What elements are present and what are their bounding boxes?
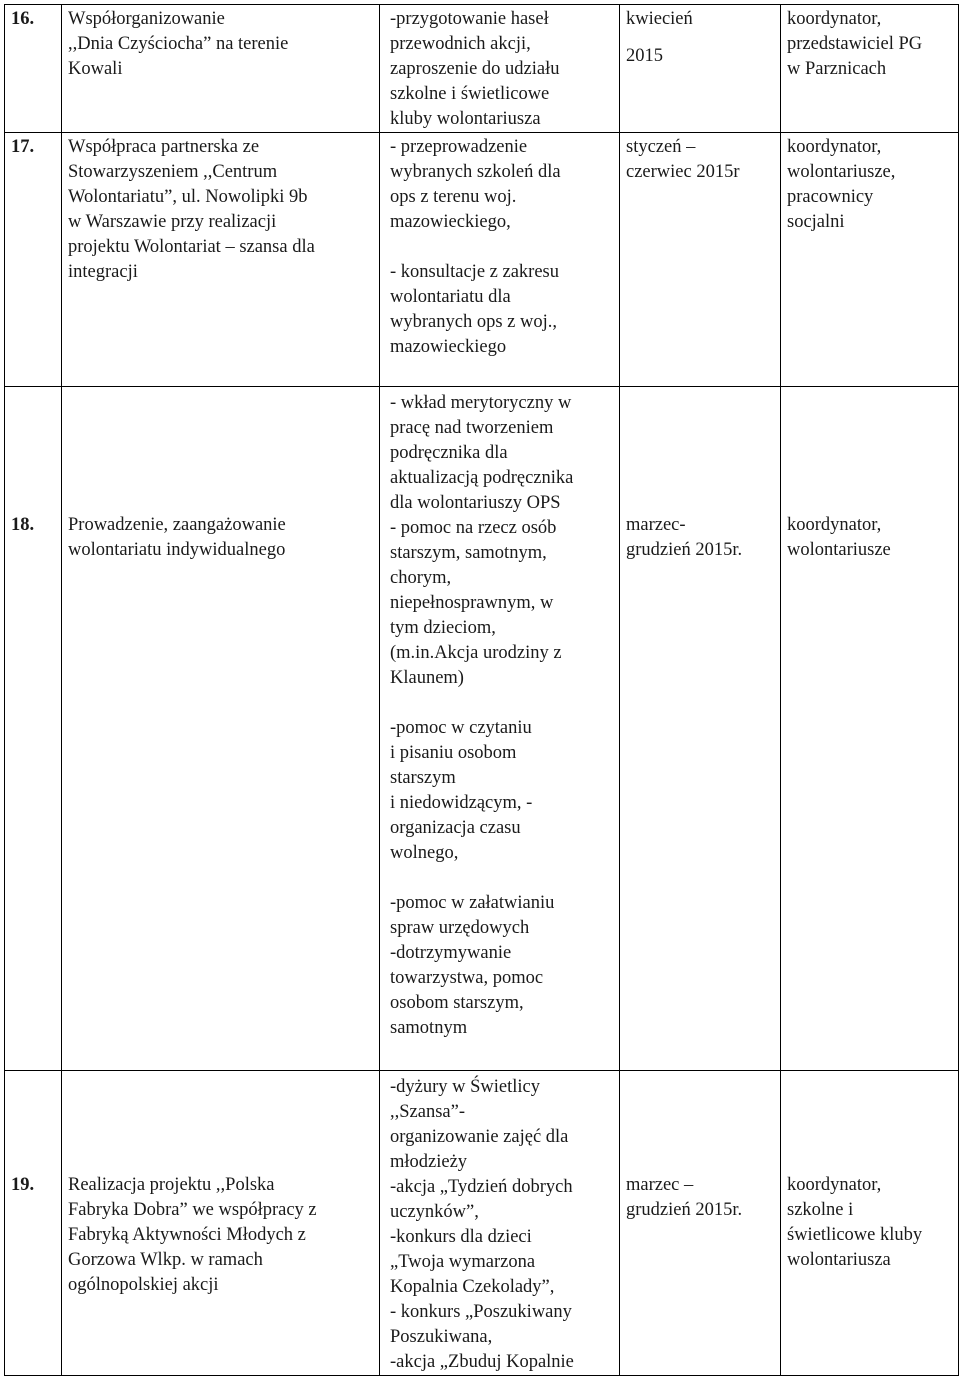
table-row xyxy=(5,1071,959,1376)
responsible-line: koordynator, xyxy=(787,137,882,157)
task-line: Wolontariatu”, ul. Nowolipki 9b xyxy=(68,187,308,207)
date-line: grudzień 2015r. xyxy=(626,540,743,560)
activity-line: spraw urzędowych xyxy=(390,918,530,938)
row-number-text: 18. xyxy=(11,515,35,535)
date-line: marzec – xyxy=(626,1175,694,1195)
activity-line: kluby wolontariusza xyxy=(390,109,541,129)
activity-line: Kopalnia Czekolady”, xyxy=(390,1277,555,1297)
activity-line: i pisaniu osobom xyxy=(390,743,517,763)
date-cell xyxy=(620,387,781,1071)
activity-line: starszym xyxy=(390,768,456,788)
activity-line: Klaunem) xyxy=(390,668,464,688)
activity-line: samotnym xyxy=(390,1018,468,1038)
task-line: Realizacja projektu ,,Polska xyxy=(68,1175,275,1195)
responsible-line: pracownicy xyxy=(787,187,874,207)
task-line: Gorzowa Wlkp. w ramach xyxy=(68,1250,263,1270)
activity-line: ops z terenu woj. xyxy=(390,187,517,207)
responsible-cell xyxy=(781,133,959,387)
date-line: czerwiec 2015r xyxy=(626,162,740,182)
task-line: integracji xyxy=(68,262,138,282)
task-line: Współorganizowanie xyxy=(68,9,225,29)
activity-line: -konkurs dla dzieci xyxy=(390,1227,532,1247)
task-line: Prowadzenie, zaangażowanie xyxy=(68,515,286,535)
activity-line: chorym, xyxy=(390,568,452,588)
activity-line: zaproszenie do udziału xyxy=(390,59,560,79)
responsible-line: wolontariusze, xyxy=(787,162,896,182)
activity-line: wolnego, xyxy=(390,843,459,863)
task-cell xyxy=(62,133,380,387)
responsible-cell xyxy=(781,1071,959,1376)
activity-line: dla wolontariuszy OPS xyxy=(390,493,561,513)
activity-line: -przygotowanie haseł xyxy=(390,9,549,29)
date-cell xyxy=(620,1071,781,1376)
responsible-line: koordynator, xyxy=(787,1175,882,1195)
responsible-cell xyxy=(781,5,959,133)
activity-line: -pomoc w czytaniu xyxy=(390,718,532,738)
activity-line: organizacja czasu xyxy=(390,818,521,838)
activities-cell xyxy=(380,133,620,387)
responsible-line: świetlicowe kluby xyxy=(787,1225,923,1245)
activity-line: mazowieckiego, xyxy=(390,212,511,232)
activity-line: wolontariatu dla xyxy=(390,287,511,307)
activity-line: - wkład merytoryczny w xyxy=(390,393,572,413)
activity-line: tym dzieciom, xyxy=(390,618,496,638)
activity-line: niepełnosprawnym, w xyxy=(390,593,554,613)
activity-line: mazowieckiego xyxy=(390,337,507,357)
activities-table xyxy=(4,4,959,1376)
row-number xyxy=(5,1071,62,1376)
responsible-line: w Parznicach xyxy=(787,59,887,79)
activity-line: - konsultacje z zakresu xyxy=(390,262,559,282)
activity-line: ,,Szansa”- xyxy=(390,1102,465,1122)
activity-line: Poszukiwana, xyxy=(390,1327,493,1347)
row-number-text: 19. xyxy=(11,1175,35,1195)
task-line: Współpraca partnerska ze xyxy=(68,137,260,157)
activity-line: osobom starszym, xyxy=(390,993,524,1013)
activity-line: przewodnich akcji, xyxy=(390,34,531,54)
responsible-line: koordynator, xyxy=(787,515,882,535)
task-cell xyxy=(62,5,380,133)
date-line: styczeń – xyxy=(626,137,696,157)
task-cell xyxy=(62,1071,380,1376)
task-line: projektu Wolontariat – szansa dla xyxy=(68,237,315,257)
responsible-cell xyxy=(781,387,959,1071)
activity-line: szkolne i świetlicowe xyxy=(390,84,550,104)
row-number xyxy=(5,387,62,1071)
activity-line: - konkurs „Poszukiwany xyxy=(390,1302,572,1322)
responsible-line: szkolne i xyxy=(787,1200,854,1220)
date-cell xyxy=(620,133,781,387)
table-row xyxy=(5,133,959,387)
date-line: marzec- xyxy=(626,515,686,535)
task-line: Fabryką Aktywności Młodych z xyxy=(68,1225,306,1245)
activity-line: -pomoc w załatwianiu xyxy=(390,893,555,913)
activity-line: starszym, samotnym, xyxy=(390,543,547,563)
activity-line: i niedowidzącym, - xyxy=(390,793,533,813)
activity-line: -akcja „Tydzień dobrych xyxy=(390,1177,573,1197)
responsible-line: wolontariusze xyxy=(787,540,891,560)
activity-line: wybranych ops z woj., xyxy=(390,312,557,332)
activity-line: wybranych szkoleń dla xyxy=(390,162,561,182)
task-cell xyxy=(62,387,380,1071)
activity-line: podręcznika dla xyxy=(390,443,508,463)
activities-cell xyxy=(380,1071,620,1376)
date-line: kwiecień xyxy=(626,9,693,29)
task-line: ,,Dnia Czyściocha” na terenie xyxy=(68,34,289,54)
activity-line: -dotrzymywanie xyxy=(390,943,512,963)
activity-line: (m.in.Akcja urodziny z xyxy=(390,643,562,663)
responsible-line: koordynator, xyxy=(787,9,882,29)
date-cell xyxy=(620,5,781,133)
activity-line: aktualizacją podręcznika xyxy=(390,468,574,488)
task-line: Fabryka Dobra” we współpracy z xyxy=(68,1200,317,1220)
row-number: 16. xyxy=(5,5,62,133)
task-line: wolontariatu indywidualnego xyxy=(68,540,286,560)
date-line: grudzień 2015r. xyxy=(626,1200,743,1220)
task-line: Stowarzyszeniem ,,Centrum xyxy=(68,162,278,182)
activity-line: młodzieży xyxy=(390,1152,468,1172)
task-line: w Warszawie przy realizacji xyxy=(68,212,277,232)
activity-line: -dyżury w Świetlicy xyxy=(390,1077,541,1097)
activities-cell xyxy=(380,387,620,1071)
activity-line: - pomoc na rzecz osób xyxy=(390,518,557,538)
responsible-line: wolontariusza xyxy=(787,1250,891,1270)
task-line: ogólnopolskiej akcji xyxy=(68,1275,219,1295)
activity-line: towarzystwa, pomoc xyxy=(390,968,544,988)
table-row xyxy=(5,5,959,133)
activity-line: „Twoja wymarzona xyxy=(390,1252,536,1272)
row-number: 17. xyxy=(5,133,62,387)
activity-line: organizowanie zajęć dla xyxy=(390,1127,569,1147)
activity-line: pracę nad tworzeniem xyxy=(390,418,554,438)
activities-cell xyxy=(380,5,620,133)
table-row xyxy=(5,387,959,1071)
activity-line: - przeprowadzenie xyxy=(390,137,528,157)
activity-line: -akcja „Zbuduj Kopalnie xyxy=(390,1352,574,1372)
task-line: Kowali xyxy=(68,59,123,79)
activity-line: uczynków”, xyxy=(390,1202,479,1222)
date-line: 2015 xyxy=(626,46,663,66)
responsible-line: socjalni xyxy=(787,212,845,232)
responsible-line: przedstawiciel PG xyxy=(787,34,923,54)
